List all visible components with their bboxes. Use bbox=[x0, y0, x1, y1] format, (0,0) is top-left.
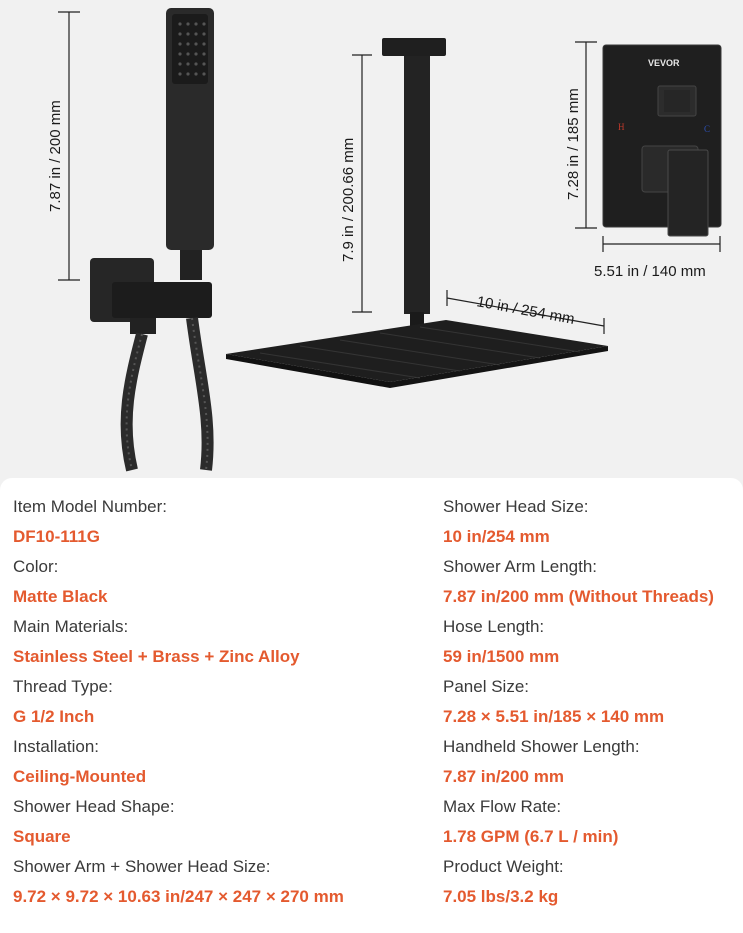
spec-label: Max Flow Rate: bbox=[443, 797, 562, 816]
control-panel bbox=[565, 42, 721, 280]
spec-label: Shower Arm + Shower Head Size: bbox=[13, 857, 271, 876]
spec-label: Panel Size: bbox=[443, 677, 529, 696]
spec-row bbox=[13, 852, 433, 912]
handheld-shower bbox=[47, 8, 214, 470]
spec-value: 10 in/254 mm bbox=[443, 527, 550, 546]
spec-label: Hose Length: bbox=[443, 617, 545, 636]
specs-right-column bbox=[443, 492, 743, 912]
panel-cold-mark: C bbox=[704, 124, 711, 134]
spec-label: Installation: bbox=[13, 737, 99, 756]
spec-label: Handheld Shower Length: bbox=[443, 737, 640, 756]
head-width-label: 10 in / 254 mm bbox=[475, 293, 576, 329]
spec-label: Main Materials: bbox=[13, 617, 129, 636]
spec-row bbox=[443, 552, 743, 612]
spec-row bbox=[13, 732, 433, 792]
spec-row bbox=[443, 732, 743, 792]
spec-label: Color: bbox=[13, 557, 59, 576]
spec-value: 7.87 in/200 mm (Without Threads) bbox=[443, 587, 714, 606]
spec-value: 59 in/1500 mm bbox=[443, 647, 560, 666]
spec-row bbox=[13, 672, 433, 732]
panel-width-label: 5.51 in / 140 mm bbox=[594, 263, 706, 280]
spec-label: Shower Head Shape: bbox=[13, 797, 175, 816]
spec-label: Product Weight: bbox=[443, 857, 564, 876]
spec-value: Ceiling-Mounted bbox=[13, 767, 147, 786]
panel-height-label: 7.28 in / 185 mm bbox=[565, 88, 582, 200]
panel-hot-mark: H bbox=[618, 122, 625, 132]
spec-value: 7.28 × 5.51 in/185 × 140 mm bbox=[443, 707, 665, 726]
ceiling-shower-head bbox=[226, 38, 608, 388]
spec-value: Stainless Steel + Brass + Zinc Alloy bbox=[13, 647, 300, 666]
spec-row bbox=[13, 792, 433, 852]
spec-row bbox=[443, 492, 743, 552]
spec-value: 1.78 GPM (6.7 L / min) bbox=[443, 827, 619, 846]
spec-value: 7.87 in/200 mm bbox=[443, 767, 564, 786]
spec-value: DF10-111G bbox=[13, 527, 100, 546]
specifications-card bbox=[0, 478, 743, 933]
handheld-height-label: 7.87 in / 200 mm bbox=[47, 100, 64, 212]
spec-label: Shower Arm Length: bbox=[443, 557, 598, 576]
specs-left-column bbox=[13, 492, 433, 912]
spec-value: 7.05 lbs/3.2 kg bbox=[443, 887, 559, 906]
spec-row bbox=[13, 612, 433, 672]
spec-value: Square bbox=[13, 827, 71, 846]
spec-row bbox=[443, 612, 743, 672]
spec-row bbox=[443, 852, 743, 912]
arm-length-label: 7.9 in / 200.66 mm bbox=[340, 137, 357, 262]
spec-label: Item Model Number: bbox=[13, 497, 167, 516]
spec-row bbox=[13, 552, 433, 612]
spec-label: Thread Type: bbox=[13, 677, 113, 696]
spec-label: Shower Head Size: bbox=[443, 497, 589, 516]
panel-brand-logo: VEVOR bbox=[648, 58, 680, 68]
spec-row bbox=[443, 672, 743, 732]
spec-row bbox=[13, 492, 433, 552]
spec-value: Matte Black bbox=[13, 587, 108, 606]
spec-row bbox=[443, 792, 743, 852]
spec-value: G 1/2 Inch bbox=[13, 707, 95, 726]
spec-value: 9.72 × 9.72 × 10.63 in/247 × 247 × 270 mm bbox=[13, 887, 344, 906]
